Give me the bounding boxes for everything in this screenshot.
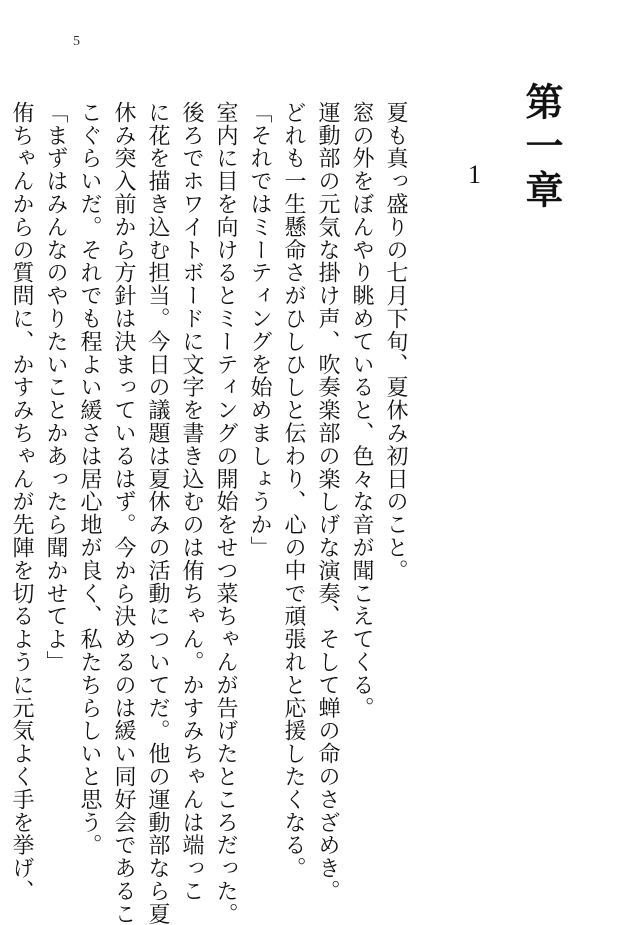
text-line: 休み突入前から方針は決まっているはず。今から決めるのは緩い同好会であるこ	[111, 101, 136, 925]
chapter-title: 第一章	[519, 82, 564, 214]
page-number: 5	[73, 34, 80, 49]
text-line: 窓の外をぼんやり眺めていると、色々な音が聞こえてくる。	[349, 101, 374, 720]
text-line: に花を描き込む担当。今日の議題は夏休みの活動についてだ。他の運動部なら夏	[145, 101, 170, 925]
text-line: 後ろでホワイトボードに文字を書き込むのは侑ちゃん。かすみちゃんは端っこ	[179, 101, 204, 903]
text-line: 「それではミーティングを始めましょうか」	[247, 101, 272, 559]
section-number: 1	[468, 160, 481, 189]
body-text	[9, 101, 412, 925]
text-line: 侑ちゃんからの質問に、かすみちゃんが先陣を切るように元気よく手を挙げ、	[9, 101, 34, 903]
text-line: 夏も真っ盛りの七月下旬、夏休み初日のこと。	[383, 101, 408, 582]
text-line: 「まずはみんなのやりたいことかあったら聞かせてよ」	[43, 101, 68, 674]
text-line: どれも一生懸命さがひしひしと伝わり、心の中で頑張れと応援したくなる。	[281, 101, 306, 880]
text-line: 運動部の元気な掛け声、吹奏楽部の楽しげな演奏、そして蝉の命のさざめき。	[315, 101, 340, 903]
text-line: 室内に目を向けるとミーティングの開始をせつ菜ちゃんが告げたところだった。	[213, 101, 238, 925]
text-line: こぐらいだ。それでも程よい緩さは居心地が良く、私たちらしいと思う。	[77, 101, 102, 857]
